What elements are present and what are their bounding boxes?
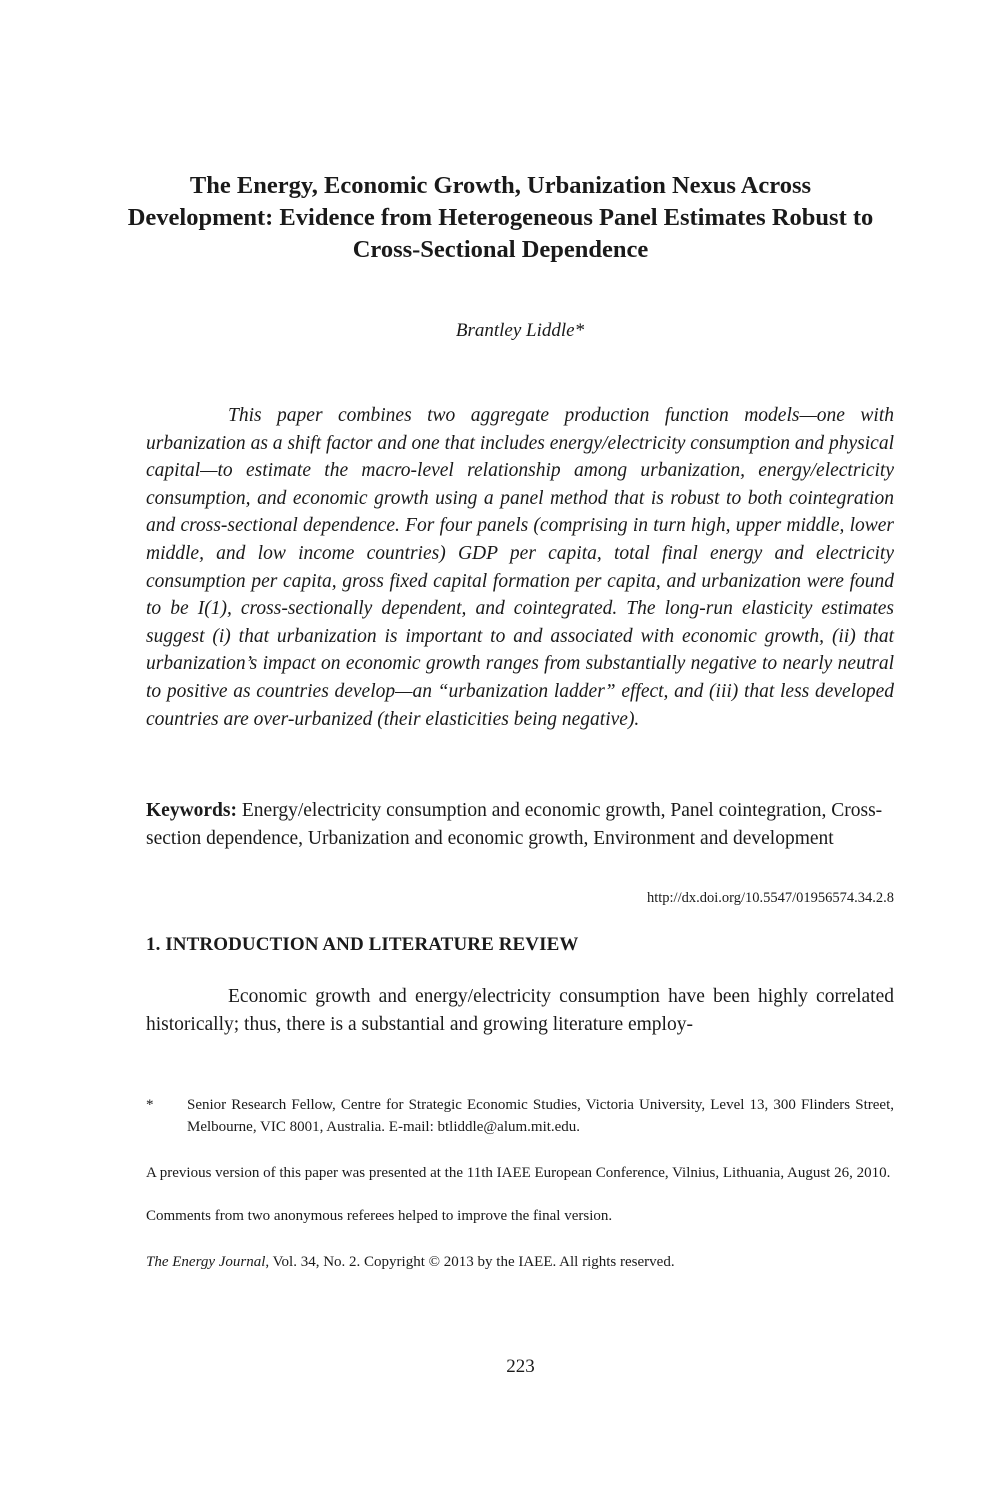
- footnote: [146, 1094, 894, 1138]
- referees-note: Comments from two anonymous referees helped to improve the final version.: [146, 1208, 613, 1224]
- abstract: [146, 402, 894, 733]
- keywords: [146, 797, 894, 852]
- intro-paragraph: [146, 983, 894, 1039]
- doi-link[interactable]: http://dx.doi.org/10.5547/01956574.34.2.8: [646, 890, 894, 906]
- abstract-text: This paper combines two aggregate production function models—one with urbanization as a shift factor and one that includes energy/electricity consumption and physical capital—to estimate the macro-level relationship among urbanization, energy/electricity consumption, and economic growth using a panel method that is robust to both cointegration and cross-sectional dependence. For four panels (comprising in turn high, upper middle, lower middle, and low income countries) GDP per capita, total final energy and electricity consumption per capita, gross fixed capital formation per capita, and urbanization were found to be I(1), cross-sectionally dependent, and cointegrated. The long-run elasticity estimates suggest (i) that urbanization is important to and associated with economic growth, (ii) that urbanization’s impact on economic growth ranges from substantially negative to nearly neutral to positive as countries develop—an “urbanization ladder” effect, and (iii) that less developed countries are over-urbanized (their elasticities being negative).: [146, 405, 894, 730]
- footnote-mark: *: [146, 1097, 154, 1113]
- footnote-text: Senior Research Fellow, Centre for Strategic Economic Studies, Victoria University, Level 13, 300 Flinders Street, Melbourne, VIC 8001, Australia. E-mail: btliddle@alum.mit.edu.: [187, 1097, 894, 1135]
- author-name: Brantley Liddle*: [455, 320, 585, 341]
- previous-version-note: A previous version of this paper was presented at the 11th IAEE European Conference, Vilnius, Lithuania, August 26, 2010.: [146, 1165, 891, 1181]
- intro-text: Economic growth and energy/electricity consumption have been highly correlated historically; thus, there is a substantial and growing literature employ-: [146, 986, 894, 1035]
- journal-citation: [146, 1254, 675, 1271]
- keywords-text: Energy/electricity consumption and economic growth, Panel cointegration, Cross-section dependence, Urbanization and economic growth, Environment and development: [146, 800, 883, 849]
- journal-name: The Energy Journal: [146, 1254, 266, 1270]
- page-number: 223: [506, 1356, 535, 1377]
- journal-rest: , Vol. 34, No. 2. Copyright © 2013 by the IAEE. All rights reserved.: [265, 1254, 675, 1270]
- paper-title: The Energy, Economic Growth, Urbanization Nexus Across Development: Evidence from Heterogeneous Panel Estimates Robust to Cross-Sectional Dependence: [127, 172, 874, 263]
- keywords-label: Keywords:: [146, 800, 237, 821]
- section-heading: 1. INTRODUCTION AND LITERATURE REVIEW: [146, 934, 579, 955]
